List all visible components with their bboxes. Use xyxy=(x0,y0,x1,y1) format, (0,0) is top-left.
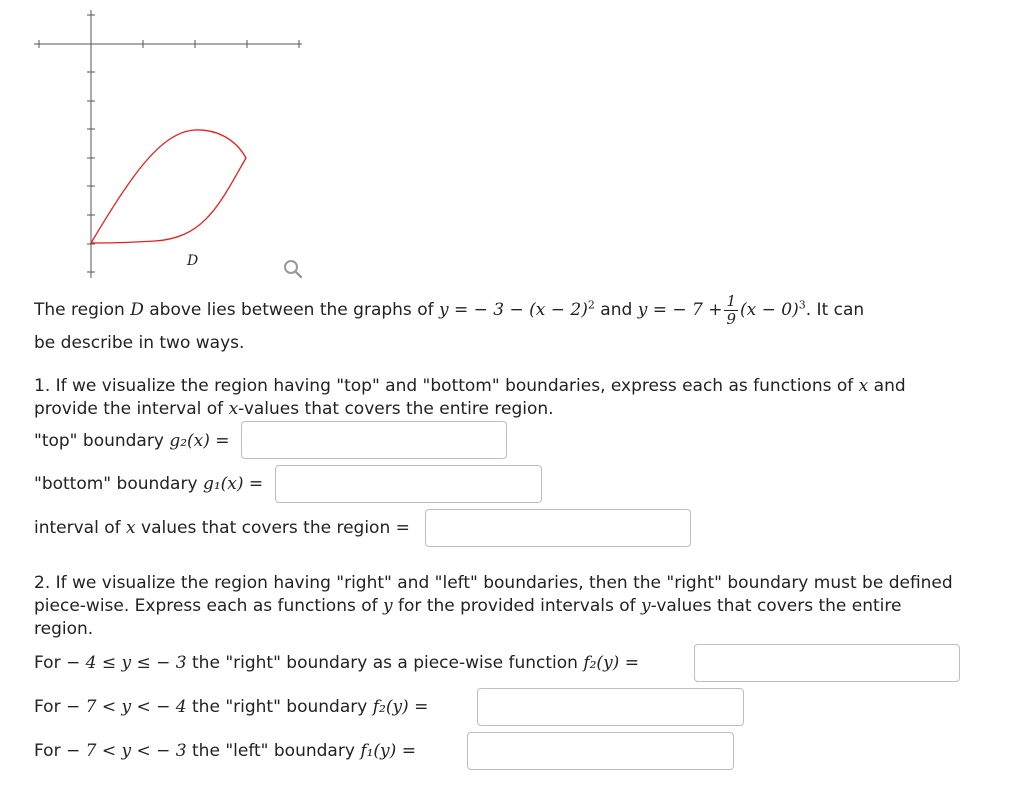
equation-2: y = − 7 + $\frac{1}{9}$ $(x - 0)^3$ xyxy=(637,292,806,328)
left-boundary-row-label: For − 7 < y < − 3 the "left" boundary f₁(y) = xyxy=(34,741,416,761)
interval-input[interactable] xyxy=(425,509,691,547)
part2-prompt: 2. If we visualize the region having "right" and "left" boundaries, then the "right" boundary must be defined piece-wise. Express each as functions of y for the provided intervals of y-values that covers the entire region. xyxy=(34,573,953,639)
intro-line-2: be describe in two ways. xyxy=(34,333,245,353)
right-boundary-row-2-input[interactable] xyxy=(477,688,744,726)
bottom-boundary-input[interactable] xyxy=(275,465,542,503)
region-boundary-curve xyxy=(91,130,246,243)
top-boundary-label: "top" boundary g₂(x) = xyxy=(34,431,230,451)
intro-text: above lies between the graphs of xyxy=(149,300,434,320)
axes xyxy=(34,10,302,278)
right-boundary-row-2-label: For − 7 < y < − 4 the "right" boundary f₂(y) = xyxy=(34,697,429,717)
top-boundary-input[interactable] xyxy=(241,421,507,459)
intro-text: The region xyxy=(34,300,125,320)
region-variable: D xyxy=(130,300,144,320)
magnifier-icon[interactable] xyxy=(281,257,305,281)
intro-and: and xyxy=(600,300,633,320)
equation-1: y = − $3 - (x - 2)^2$ xyxy=(438,298,595,320)
left-boundary-input[interactable] xyxy=(467,732,734,770)
right-boundary-row-1-label: For − 4 ≤ y ≤ − 3 the "right" boundary as a piece-wise function f₂(y) = xyxy=(34,653,639,673)
region-label: D xyxy=(187,253,199,269)
fraction: $\frac{1}{9}$ xyxy=(726,292,737,328)
intro-line-1 xyxy=(34,293,864,328)
bottom-boundary-label: "bottom" boundary g₁(x) = xyxy=(34,474,264,494)
region-graph xyxy=(30,8,310,280)
part1-prompt: 1. If we visualize the region having "top" and "bottom" boundaries, express each as functions of x and provide the interval of x-values that covers the entire region. xyxy=(34,376,906,419)
interval-label: interval of x values that covers the region = xyxy=(34,518,410,538)
intro-text: . It can xyxy=(805,300,865,320)
right-boundary-row-1-input[interactable] xyxy=(694,644,960,682)
